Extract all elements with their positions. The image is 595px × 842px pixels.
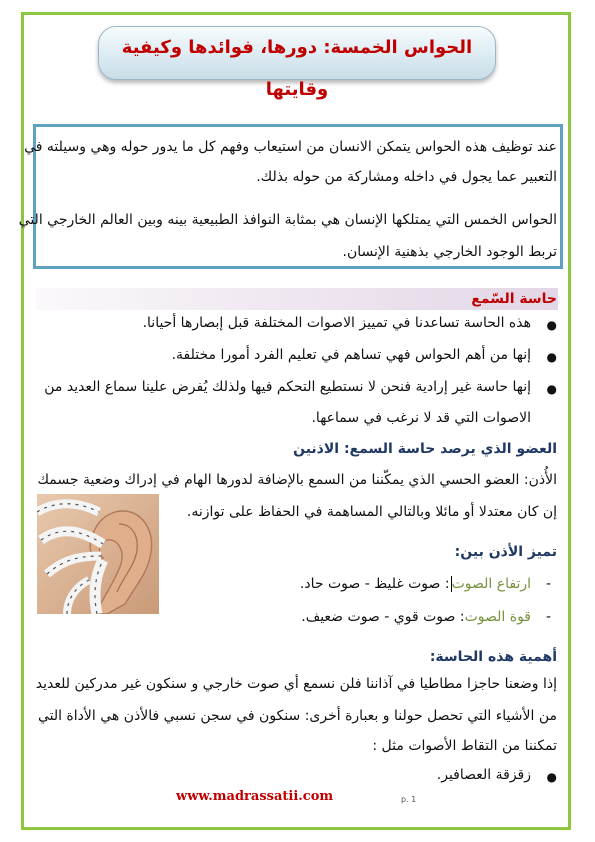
dash-icon: - xyxy=(545,609,551,625)
importance-heading: أهمية هذه الحاسة: xyxy=(429,649,557,665)
importance-bullet-1: زقزقة العصافير. xyxy=(436,767,531,783)
bullet-icon: ● xyxy=(546,382,557,396)
footer-site-link[interactable]: www.madrassatii.com xyxy=(176,789,334,804)
distinguish-text-1: : صوت غليظ - صوت حاد. xyxy=(299,576,450,592)
distinguish-item-2 xyxy=(301,609,531,625)
hearing-bullet-3-cont: الاصوات التي قد لا نرغب في سماعها. xyxy=(311,410,531,426)
bullet-icon: ● xyxy=(546,318,557,332)
ear-illustration xyxy=(37,494,159,614)
distinguish-heading: تميز الأذن بين: xyxy=(454,544,557,560)
intro-line-1: عند توظيف هذه الحواس يتمكن الانسان من استيعاب وفهم كل ما يدور حوله وهي وسيلته في xyxy=(24,139,557,155)
intro-line-3: الحواس الخمس التي يمتلكها الإنسان هي بمثابة النوافذ الطبيعية بينه وبين العالم الخارجي التي xyxy=(18,212,557,228)
distinguish-label-1: ارتفاع الصوت xyxy=(451,576,531,592)
distinguish-label-2: قوة الصوت xyxy=(464,609,531,625)
hearing-bullet-1: هذه الحاسة تساعدنا في تمييز الاصوات المختلفة قبل إبصارها أحيانا. xyxy=(142,315,531,331)
importance-line-3: تمكننا من التقاط الأصوات مثل : xyxy=(372,738,557,754)
distinguish-item-1 xyxy=(300,576,531,592)
organ-line-2: إن كان معتدلا أو مائلا وبالتالي المساهمة في الحفاظ على توازنه. xyxy=(186,504,557,520)
distinguish-text-2: : صوت قوي - صوت ضعيف. xyxy=(301,609,465,625)
organ-line-1: الأُذن: العضو الحسي الذي يمكّننا من السمع بالإضافة لدورها الهام في إدراك وضعية جسمك xyxy=(37,472,557,488)
hearing-bullet-2: إنها من أهم الحواس فهي تساهم في تعليم الفرد أمورا مختلفة. xyxy=(171,347,531,363)
importance-line-2: من الأشياء التي تحصل حولنا و بعبارة أخرى: سنكون في سجن نسبي فالأذن هي الأداة التي xyxy=(37,708,557,724)
bullet-icon: ● xyxy=(546,770,557,784)
page-title: الحواس الخمسة: دورها، فوائدها وكيفية وقايتها xyxy=(98,26,496,80)
importance-line-1: إذا وضعنا حاجزا مطاطيا في آذاننا فلن نسمع أي صوت خارجي و سنكون غير مدركين للعديد xyxy=(35,676,557,692)
bullet-icon: ● xyxy=(546,350,557,364)
intro-line-2: التعبير عما يجول في داخله ومشاركة من حوله بذلك. xyxy=(256,169,557,185)
hearing-bullet-3: إنها حاسة غير إرادية فنحن لا نستطيع التحكم فيها ولذلك يُفرض علينا سماع العديد من xyxy=(44,379,531,395)
organ-heading: العضو الذي يرصد حاسة السمع: الاذنين xyxy=(293,441,557,457)
hearing-heading: حاسة السّمع xyxy=(471,291,557,307)
dash-icon: - xyxy=(545,576,551,592)
page-number: p. 1 xyxy=(401,795,417,804)
intro-line-4: تربط الوجود الخارجي بذهنية الإنسان. xyxy=(342,244,557,260)
